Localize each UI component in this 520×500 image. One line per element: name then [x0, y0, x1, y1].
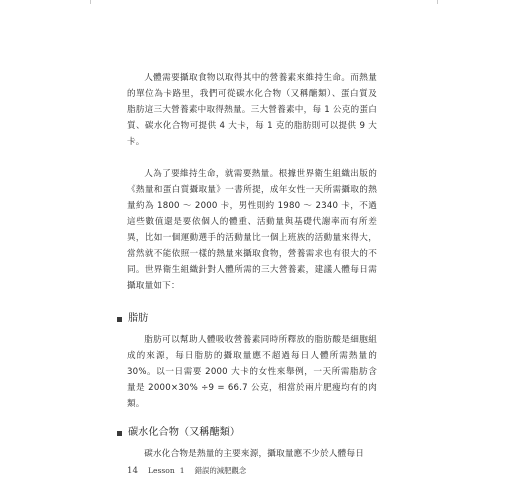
- chapter-title: 錯誤的減肥觀念: [194, 466, 247, 475]
- section-heading-fat-label: 脂肪: [128, 313, 149, 324]
- paragraph-fat: 脂肪可以幫助人體吸收營養素同時所釋放的脂肪酸是細胞組成的來源，每日脂肪的攝取量應不超過每日人體所需熱量的 30%。以一日需要 2000 大卡的女性來舉例，一天所需脂肪含量是 2000×30% ÷9 = 66.7 公克，相當於兩片肥瘦均有的肉類。: [127, 335, 377, 409]
- paragraph-intro: 人體需要攝取食物以取得其中的營養素來維持生命。而熱量的單位為卡路里，我們可從碳水化合物（又稱醣類）、蛋白質及脂肪這三大營養素中取得熱量。三大營養素中，每 1 公克的蛋白質、碳水化合物可提供 4 大卡，每 1 克的脂肪則可以提供 9 大卡。: [127, 73, 377, 147]
- page-body: [127, 70, 377, 478]
- page-number: 14: [127, 466, 138, 476]
- paragraph-calorie-needs: 人為了要維持生命，就需要熱量。根據世界衛生組織出版的《熱量和蛋白質攝取量》一書所提，成年女性一天所需攝取的熱量約為 1800 ～ 2000 卡，男性則約 1980 ～ 2340 卡，不過這些數值還是要依個人的體重、活動量與基礎代謝率而有所差異，比如一個運動選手的活動量比一個上班族的活動量來得大，當然就不能依照一樣的熱量來攝取食物，營養需求也有很大的不同。世界衛生組織針對人體所需的三大營養素，建議人體每日需攝取量如下：: [127, 169, 377, 291]
- section-heading-fat: [117, 310, 377, 328]
- paragraph-carb: 碳水化合物是熱量的主要來源，攝取量應不少於人體每日: [144, 449, 365, 459]
- page-footer: [127, 465, 246, 476]
- crop-mark-right: [437, 0, 438, 4]
- square-bullet-icon: [117, 317, 122, 322]
- section-heading-carb-label: 碳水化合物（又稱醣類）: [128, 427, 241, 438]
- square-bullet-icon: [117, 431, 122, 436]
- lesson-number: 1: [179, 466, 185, 475]
- crop-mark-left: [90, 0, 91, 4]
- section-heading-carb: [117, 424, 377, 442]
- lesson-label: Lesson: [147, 466, 175, 475]
